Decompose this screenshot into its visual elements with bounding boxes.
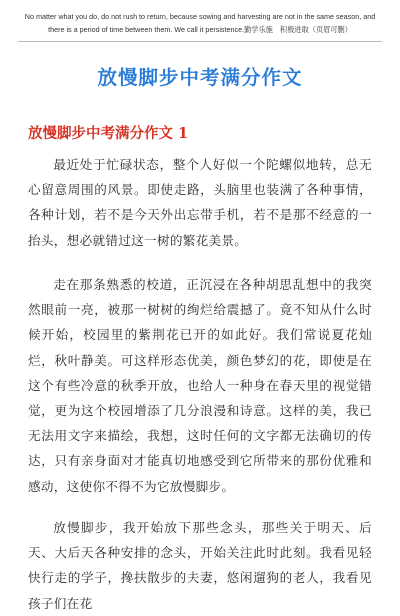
header-line-2: there is a period of time between them. We call it persistence.勤学乐施 积极进取（页眉可删） (48, 25, 352, 34)
paragraph-3: 放慢脚步，我开始放下那些念头，那些关于明天、后天、大后天各种安排的念头，开始关注此时此刻。我看见轻快行走的学子，搀扶散步的夫妻，悠闲遛狗的老人，我看见孩子们在花 (28, 520, 372, 611)
document-title: 放慢脚步中考满分作文 (97, 66, 303, 89)
section-title: 放慢脚步中考满分作文 1 (28, 125, 189, 142)
paragraph-1: 最近处于忙碌状态，整个人好似一个陀螺似地转，总无心留意周围的风景。即使走路，头脑里也装满了各种事情，各种计划，若不是今天外出忘带手机，若不是那不经意的一抬头，想必就错过这一树的繁花美景。 (28, 157, 372, 248)
page-header (0, 10, 400, 36)
header-line-1: No matter what you do, do not rush to return, because sowing and harvesting are not in the same season, and (24, 12, 376, 21)
header-divider (18, 41, 382, 42)
paragraph-2: 走在那条熟悉的校道，正沉浸在各种胡思乱想中的我突然眼前一亮，被那一树树的绚烂给震撼了。竟不知从什么时候开始，校园里的紫荆花已开的如此好。我们常说夏花灿烂，秋叶静美。可这样形态优美，颜色梦幻的花，即使是在这个有些冷意的秋季开放，也给人一种身在春天里的视觉错觉，更为这个校园增添了几分浪漫和诗意。这样的美，我已无法用文字来描绘，我想，这时任何的文字都无法确切的传达，只有亲身面对才能真切地感受到它所带来的那份优雅和感动，这使你不得不为它放慢脚步。 (28, 277, 372, 494)
